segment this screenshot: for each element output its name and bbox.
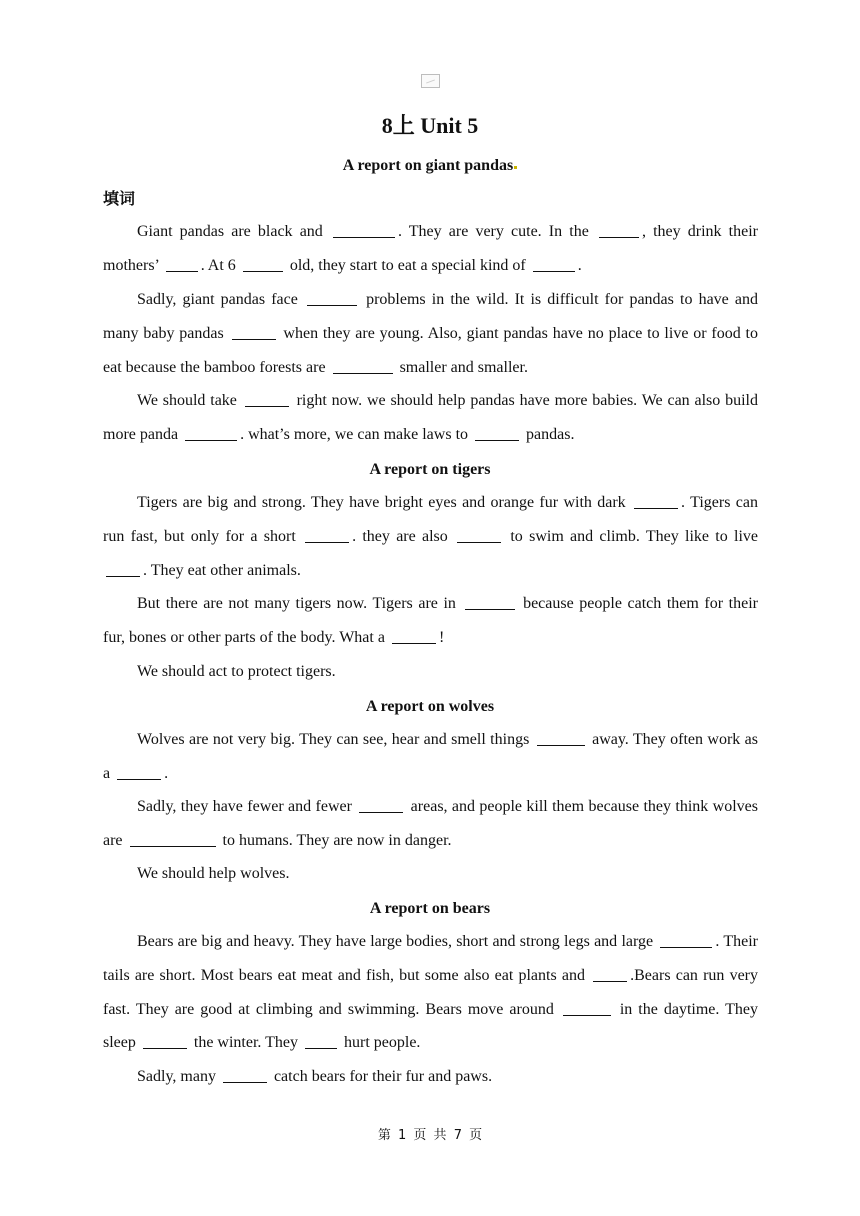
answer-blank[interactable] — [130, 830, 216, 847]
paragraph: Bears are big and heavy. They have large bodies, short and strong legs and large . Their tails are short. Most bears eat meat and fish, but some also eat plants and .Bears can run very fast. They are good at climbing and swimming. Bears move around in the daytime. They sleep the winter. They hurt people. — [103, 933, 759, 1052]
answer-blank[interactable] — [185, 424, 237, 441]
answer-blank[interactable] — [392, 627, 436, 644]
section-heading-pandas: A report on giant pandas — [0, 156, 860, 176]
paragraph: Wolves are not very big. They can see, hear and smell things away. They often work as a . — [103, 731, 759, 782]
answer-blank[interactable] — [599, 221, 639, 238]
answer-blank[interactable] — [563, 999, 611, 1016]
answer-blank[interactable] — [232, 323, 276, 340]
answer-blank[interactable] — [333, 357, 393, 374]
paragraph: Sadly, many catch bears for their fur and paws. — [137, 1068, 493, 1085]
answer-blank[interactable] — [593, 965, 627, 982]
image-placeholder-icon — [421, 74, 440, 88]
paragraph: Tigers are big and strong. They have bright eyes and orange fur with dark . Tigers can run fast, but only for a short . they are also to swim and climb. They like to live . They eat other animals. — [103, 494, 759, 579]
answer-blank[interactable] — [166, 255, 198, 272]
answer-blank[interactable] — [465, 593, 515, 610]
answer-blank[interactable] — [359, 796, 403, 813]
answer-blank[interactable] — [333, 221, 395, 238]
exercise-label: 填词 — [103, 189, 136, 208]
answer-blank[interactable] — [117, 763, 161, 780]
answer-blank[interactable] — [533, 255, 575, 272]
answer-blank[interactable] — [223, 1066, 267, 1083]
answer-blank[interactable] — [305, 526, 349, 543]
answer-blank[interactable] — [305, 1032, 337, 1049]
answer-blank[interactable] — [660, 931, 712, 948]
paragraph: We should take right now. we should help pandas have more babies. We can also build more panda . what’s more, we can make laws to pandas. — [103, 392, 758, 443]
answer-blank[interactable] — [243, 255, 283, 272]
paragraph: Giant pandas are black and . They are very cute. In the , they drink their mothers’ . At 6 old, they start to eat a special kind of . — [103, 223, 758, 274]
paragraph: Sadly, giant pandas face problems in the wild. It is difficult for pandas to have and many baby pandas when they are young. Also, giant pandas have no place to live or food to eat because the bamboo forests are smaller and smaller. — [103, 291, 759, 376]
answer-blank[interactable] — [106, 560, 140, 577]
paragraph: But there are not many tigers now. Tigers are in because people catch them for their fur, bones or other parts of the body. What a ! — [103, 595, 758, 646]
paragraph: We should act to protect tigers. — [137, 663, 336, 680]
section-heading-tigers: A report on tigers — [369, 461, 491, 478]
document-title: 8上 Unit 5 — [381, 113, 479, 138]
page-footer: 第 1 页 共 7 页 — [377, 1128, 483, 1143]
paragraph: We should help wolves. — [137, 865, 290, 882]
answer-blank[interactable] — [537, 729, 585, 746]
answer-blank[interactable] — [245, 390, 289, 407]
answer-blank[interactable] — [307, 289, 357, 306]
answer-blank[interactable] — [457, 526, 501, 543]
section-heading-bears: A report on bears — [369, 900, 491, 917]
section-heading-wolves: A report on wolves — [365, 698, 495, 715]
answer-blank[interactable] — [143, 1032, 187, 1049]
answer-blank[interactable] — [475, 424, 519, 441]
paragraph: Sadly, they have fewer and fewer areas, and people kill them because they think wolves are to humans. They are now in danger. — [103, 798, 758, 849]
answer-blank[interactable] — [634, 492, 678, 509]
